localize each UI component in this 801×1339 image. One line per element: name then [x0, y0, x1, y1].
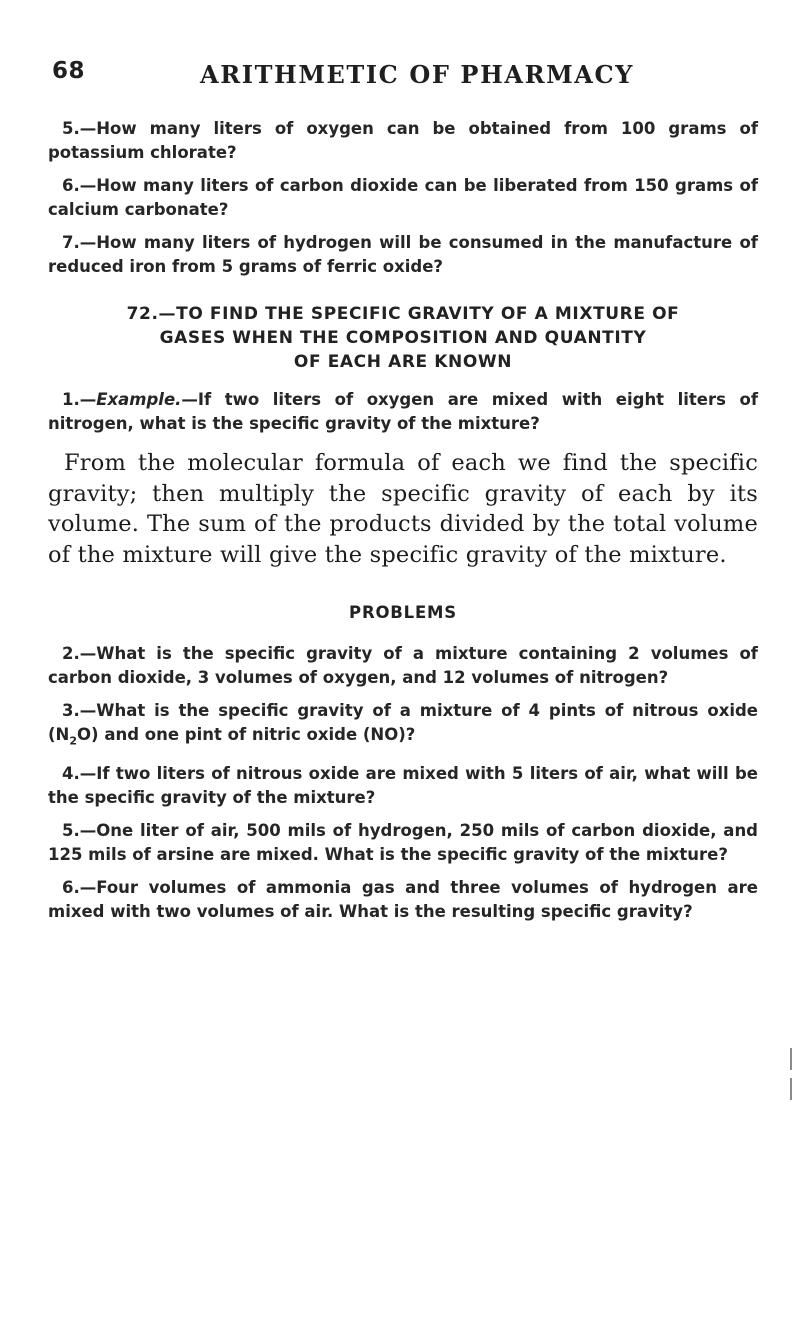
- example-text: —If two liters of oxygen are mixed with eight liters of nitrogen, what is the specific gravity of the mixture?: [48, 390, 758, 433]
- problem-4: 4.—If two liters of nitrous oxide are mixed with 5 liters of air, what will be the specific gravity of the mixture?: [48, 764, 758, 808]
- example-label: Example.: [96, 390, 182, 409]
- problem-7: 7.—How many liters of hydrogen will be consumed in the manufacture of reduced iron from 5 grams of ferric oxide?: [48, 233, 758, 276]
- problem-3-text-b: O) and one pint of nitric oxide (NO)?: [77, 725, 416, 744]
- problems-list: [48, 642, 758, 933]
- problem-5b: 5.—One liter of air, 500 mils of hydrogen, 250 mils of carbon dioxide, and 125 mils of arsine are mixed. What is the specific gravity of the mixture?: [48, 821, 758, 865]
- section-heading-line-2: GASES WHEN THE COMPOSITION AND QUANTITY: [159, 328, 647, 348]
- section-heading-line-1: 72.—TO FIND THE SPECIFIC GRAVITY OF A MIXTURE OF: [126, 304, 680, 324]
- example-number: 1.—: [62, 390, 97, 409]
- example-block: [48, 388, 758, 436]
- scan-edge-mark: [790, 1048, 792, 1070]
- problem-2: 2.—What is the specific gravity of a mixture containing 2 volumes of carbon dioxide, 3 volumes of oxygen, and 12 volumes of nitrogen?: [48, 644, 758, 687]
- problems-continued: [48, 117, 758, 288]
- problem-3: [48, 699, 758, 753]
- running-head: ARITHMETIC OF PHARMACY: [200, 60, 634, 89]
- problem-5: 5.—How many liters of oxygen can be obtained from 100 grams of potassium chlorate?: [48, 119, 758, 162]
- section-heading: [48, 302, 758, 374]
- page-header: [52, 58, 761, 98]
- problem-6b: 6.—Four volumes of ammonia gas and three volumes of hydrogen are mixed with two volumes of air. What is the resulting specific gravity?: [48, 878, 758, 922]
- problems-heading: PROBLEMS: [349, 603, 457, 622]
- section-heading-line-3: OF EACH ARE KNOWN: [293, 352, 513, 372]
- problem-3-text-a: 3.—What is the specific gravity of a mixture of 4 pints of nitrous oxide (N: [48, 701, 758, 744]
- scan-edge-mark: [790, 1078, 792, 1100]
- example-paragraph: [48, 388, 758, 436]
- explanation-paragraph: From the molecular formula of each we find the specific gravity; then multiply the specific gravity of each by its volume. The sum of the products divided by the total volume of the mixture will give the specific gravity of the mixture.: [48, 450, 758, 568]
- page-number: 68: [52, 58, 86, 84]
- problem-6: 6.—How many liters of carbon dioxide can be liberated from 150 grams of calcium carbonate?: [48, 176, 758, 219]
- problem-3-subscript: 2: [69, 734, 78, 748]
